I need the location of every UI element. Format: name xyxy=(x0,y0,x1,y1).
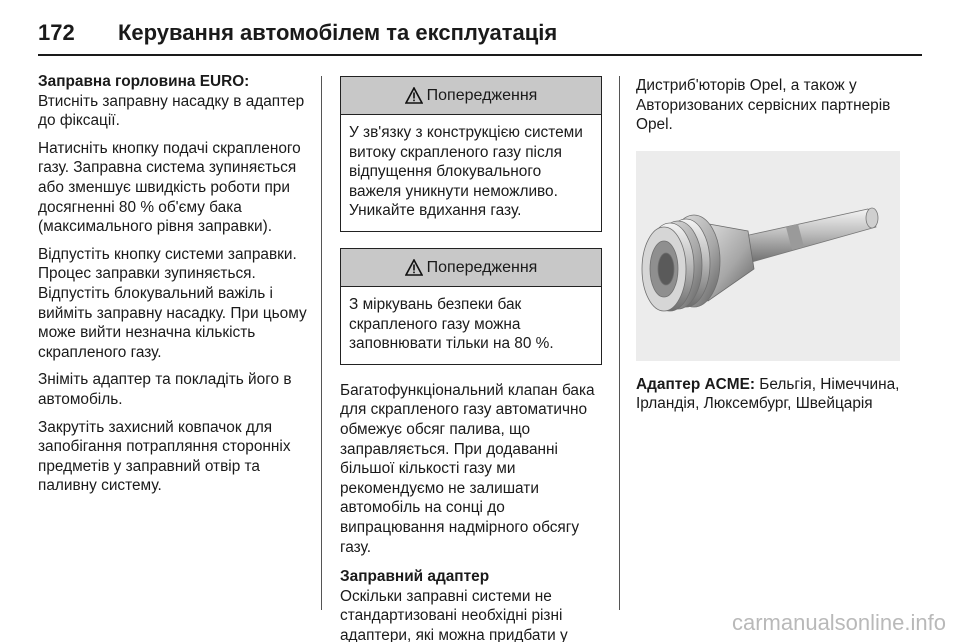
header-rule xyxy=(38,54,922,56)
column-1 xyxy=(38,72,310,504)
warning-triangle-icon xyxy=(405,259,423,276)
paragraph-euro xyxy=(38,72,310,131)
paragraph-remove-adapter: Зніміть адаптер та покладіть його в автомобіль. xyxy=(38,371,292,408)
warning-triangle-icon xyxy=(405,87,423,104)
column-3 xyxy=(636,76,926,414)
section-adapter xyxy=(340,567,602,642)
warning-header-1 xyxy=(341,77,601,115)
page-title: Керування автомобілем та експлуатація xyxy=(118,20,558,45)
paragraph-press-button: Натисніть кнопку подачі скрапленого газу. Заправна система зупиняється або зменшує швидкість роботи при досягненні 80 % об'єму бака (максимального рівня заправки). xyxy=(38,139,301,236)
caption-text: Бельгія, Німеччина, Ірландія, Люксембург, Швейцарія xyxy=(636,375,900,413)
euro-heading: Заправна горловина EURO: xyxy=(38,73,250,90)
caption-heading: Адаптер ACME: xyxy=(636,375,755,393)
page-header xyxy=(38,14,922,54)
adapter-figure xyxy=(636,151,900,361)
column-2 xyxy=(340,76,602,642)
warning-box-1 xyxy=(340,76,602,232)
warning-body-1: У зв'язку з конструкцією системи витоку скрапленого газу після відпущення блокувального важеля уникнути неможливо. Уникайте вдихання газу. xyxy=(349,124,583,220)
paragraph-release-button: Відпустіть кнопку системи заправки. Процес заправки зупиняється. Відпустіть блокувальний важіль і вийміть заправну насадку. При цьому може вийти незначна кількість скрапленого газу. xyxy=(38,245,307,361)
acme-adapter-illustration xyxy=(636,151,900,361)
page-number: 172 xyxy=(38,20,75,45)
warning-box-2 xyxy=(340,248,602,365)
paragraph-screw-cap: Закрутіть захисний ковпачок для запобігання потрапляння сторонніх предметів у заправний отвір та паливну систему. xyxy=(38,418,291,495)
warning-body-2: З міркувань безпеки бак скрапленого газу можна заповнювати тільки на 80 %. xyxy=(349,295,554,353)
section-body: Оскільки заправні системи не стандартизовані необхідні різні адаптери, які можна придбати у xyxy=(340,587,568,642)
warning-title-2: Попередження xyxy=(426,258,538,276)
figure-caption xyxy=(636,375,926,414)
paragraph-valve: Багатофункціональний клапан бака для скрапленого газу автоматично обмежує обсяг палива, що заправляється. При додаванні більшої кількості газу ми рекомендуємо не залишати автомобіль на сонці до випрацювання надмірного обсягу газу. xyxy=(340,381,595,556)
paragraph-distributors: Дистриб'юторів Opel, а також у Авторизованих сервісних партнерів Opel. xyxy=(636,77,891,134)
column-divider-1 xyxy=(321,76,322,610)
warning-header-2 xyxy=(341,249,601,287)
warning-title-1: Попередження xyxy=(426,86,538,104)
watermark: carmanualsonline.info xyxy=(731,610,946,635)
euro-text: Втисніть заправну насадку в адаптер до фіксації. xyxy=(38,92,305,130)
column-divider-2 xyxy=(619,76,620,610)
section-title: Заправний адаптер xyxy=(340,568,490,586)
